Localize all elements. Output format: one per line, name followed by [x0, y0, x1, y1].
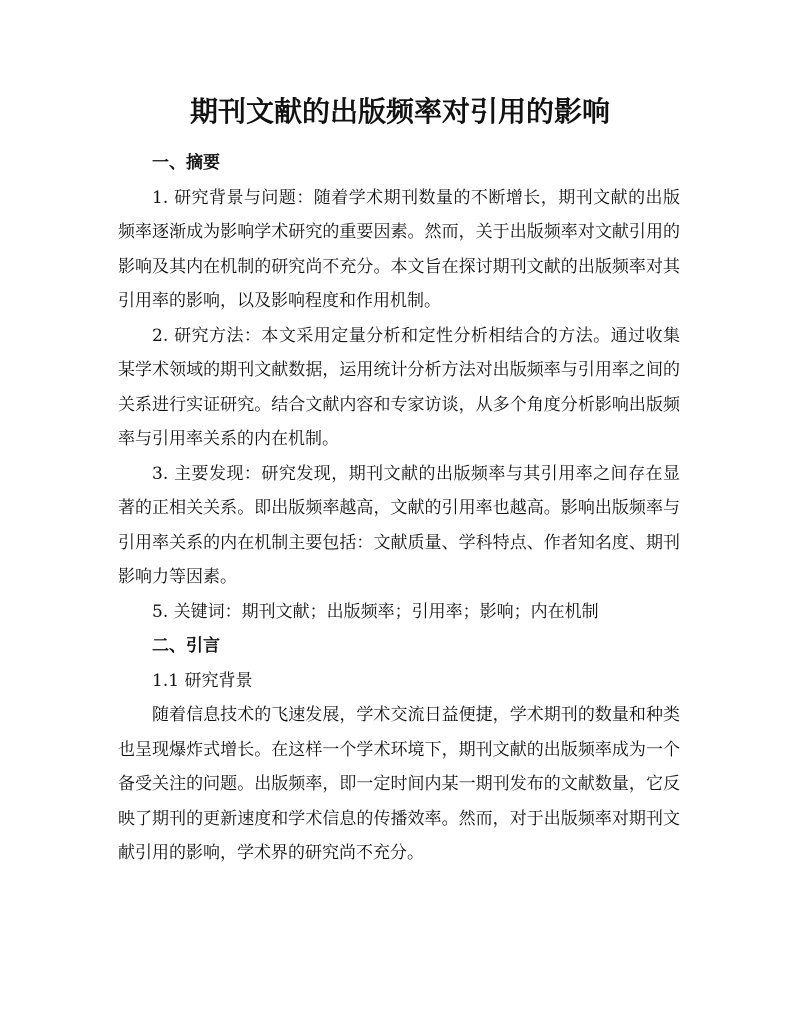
- subsection-heading-background: 1.1 研究背景: [152, 670, 253, 691]
- introduction-paragraph: 随着信息技术的飞速发展，学术交流日益便捷，学术期刊的数量和种类也呈现爆炸式增长。在这样一个学术环境下，期刊文献的出版频率成为一个备受关注的问题。出版频率，即一定时间内某一期刊发布的文献数量，它反映了期刊的更新速度和学术信息的传播效率。然而，对于出版频率对期刊文献引用的影响，学术界的研究尚不充分。: [118, 705, 680, 863]
- abstract-paragraph-background: 1. 研究背景与问题：随着学术期刊数量的不断增长，期刊文献的出版频率逐渐成为影响学术研究的重要因素。然而，关于出版频率对文献引用的影响及其内在机制的研究尚不充分。本文旨在探讨期刊文献的出版频率对其引用率的影响，以及影响程度和作用机制。: [118, 187, 680, 311]
- document-title: 期刊文献的出版频率对引用的影响: [189, 95, 610, 128]
- document-body: [118, 146, 680, 871]
- section-heading-abstract: 一、摘要: [152, 153, 220, 173]
- abstract-paragraph-methods: 2. 研究方法：本文采用定量分析和定性分析相结合的方法。通过收集某学术领域的期刊文献数据，运用统计分析方法对出版频率与引用率之间的关系进行实证研究。结合文献内容和专家访谈，从多个角度分析影响出版频率与引用率关系的内在机制。: [118, 325, 680, 449]
- abstract-paragraph-keywords: 5. 关键词：期刊文献；出版频率；引用率；影响；内在机制: [152, 601, 599, 622]
- abstract-paragraph-findings: 3. 主要发现：研究发现，期刊文献的出版频率与其引用率之间存在显著的正相关关系。即出版频率越高，文献的引用率也越高。影响出版频率与引用率关系的内在机制主要包括：文献质量、学科特点、作者知名度、期刊影响力等因素。: [118, 463, 680, 587]
- section-heading-introduction: 二、引言: [152, 636, 220, 656]
